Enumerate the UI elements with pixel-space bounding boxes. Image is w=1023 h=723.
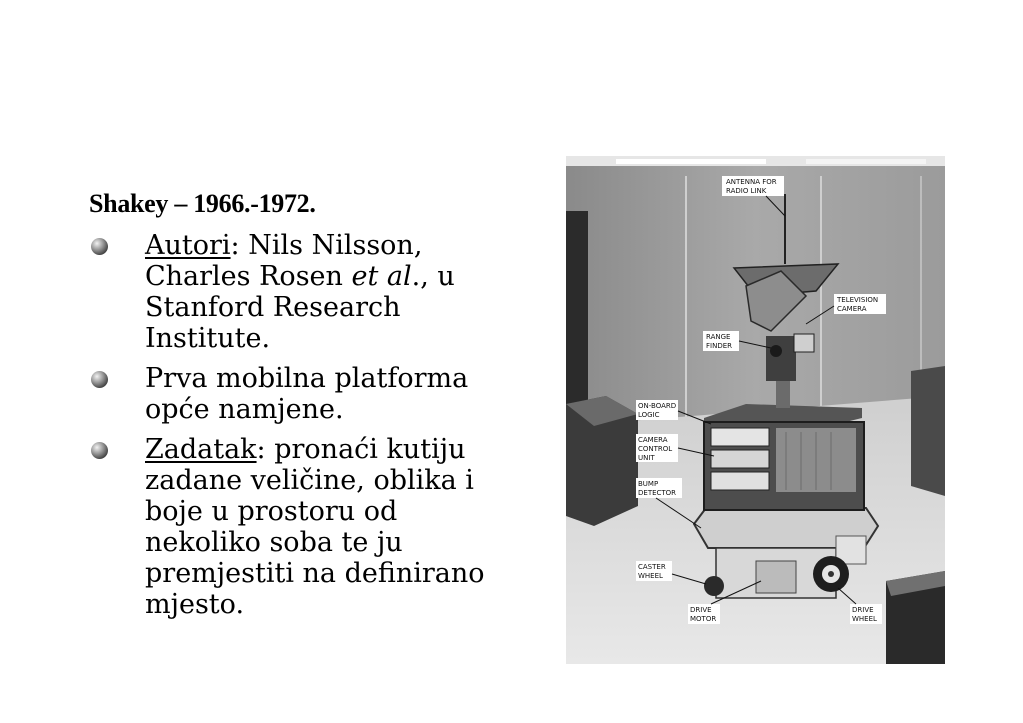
authors-text-2: ., u Stanford Research Institute. bbox=[145, 261, 455, 354]
label-logic-line-1: ON-BOARD bbox=[638, 402, 677, 410]
label-ccu-line-1: CAMERA bbox=[638, 436, 668, 444]
label-ccu-line-2: CONTROL bbox=[638, 445, 673, 453]
shakey-robot-photo bbox=[566, 156, 945, 664]
label-tv-line-1: TELEVISION bbox=[837, 296, 879, 304]
slide-title: Shakey – 1966.-1972. bbox=[89, 189, 316, 218]
label-bump-line-2: DETECTOR bbox=[638, 489, 677, 497]
label-caster-line-1: CASTER bbox=[638, 563, 666, 571]
bullet-authors bbox=[89, 230, 509, 354]
platform-text: Prva mobilna platforma opće namjene. bbox=[145, 363, 469, 425]
label-motor-line-1: DRIVE bbox=[690, 606, 712, 614]
label-ccu-line-3: UNIT bbox=[638, 454, 655, 462]
bullet-task bbox=[89, 434, 509, 620]
authors-label: Autori bbox=[145, 230, 231, 261]
bullet-sphere-icon bbox=[91, 238, 108, 255]
label-wheel-line-1: DRIVE bbox=[852, 606, 874, 614]
label-tv-line-2: CAMERA bbox=[837, 305, 867, 313]
label-logic-line-2: LOGIC bbox=[638, 411, 660, 419]
task-separator: : bbox=[256, 434, 266, 465]
label-antenna-line-2: RADIO LINK bbox=[726, 187, 767, 195]
authors-text-1: Nils Nilsson, Charles Rosen bbox=[145, 230, 423, 292]
bullet-sphere-icon bbox=[91, 371, 108, 388]
label-wheel-line-2: WHEEL bbox=[852, 615, 877, 623]
label-range-line-1: RANGE bbox=[706, 333, 731, 341]
authors-separator: : bbox=[230, 230, 240, 261]
task-text: pronaći kutiju zadane veličine, oblika i boje u prostoru od nekoliko soba te ju premjestiti na definirano mjesto. bbox=[145, 434, 485, 620]
label-bump-line-1: BUMP bbox=[638, 480, 659, 488]
task-label: Zadatak bbox=[145, 434, 257, 465]
label-caster-line-2: WHEEL bbox=[638, 572, 663, 580]
label-motor-line-2: MOTOR bbox=[690, 615, 717, 623]
label-antenna-line-1: ANTENNA FOR bbox=[726, 178, 777, 186]
authors-et-al: et al bbox=[351, 261, 412, 292]
label-range-line-2: FINDER bbox=[706, 342, 733, 350]
bullet-platform bbox=[89, 363, 509, 425]
bullet-list bbox=[89, 230, 509, 629]
bullet-sphere-icon bbox=[91, 442, 108, 459]
